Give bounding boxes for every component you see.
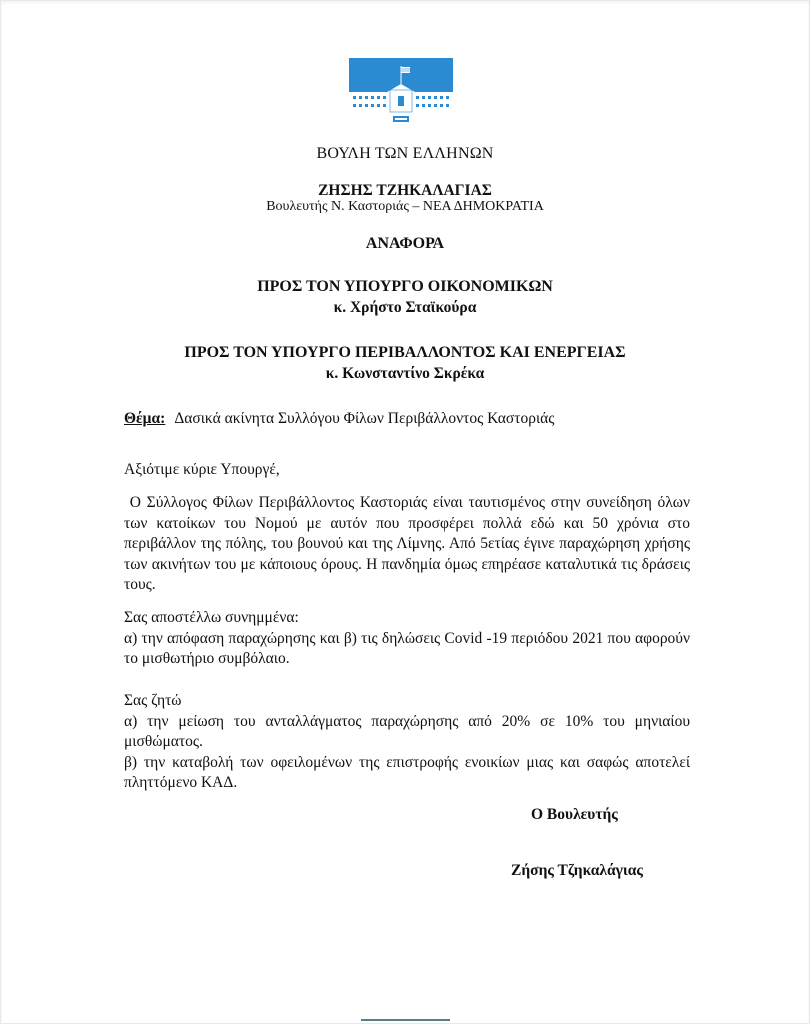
recipient-title: ΠΡΟΣ ΤΟΝ ΥΠΟΥΡΓΟ ΟΙΚΟΝΟΜΙΚΩΝ [257, 278, 553, 295]
attachments-intro: Σας αποστέλλω συνημμένα: [124, 609, 299, 626]
signature-title: Ο Βουλευτής [531, 806, 618, 823]
attachments-section [124, 608, 690, 670]
request-item: β) την καταβολή των οφειλομένων της επιστροφής ενοικίων μιας και σαφώς αποτελεί πληττόμενο ΚΑΔ. [124, 753, 690, 791]
document-type: ΑΝΑΦΟΡΑ [365, 235, 445, 252]
salutation: Αξιότιμε κύριε Υπουργέ, [124, 461, 280, 478]
recipient-name: κ. Χρήστο Σταϊκούρα [333, 299, 477, 316]
body-paragraph: Ο Σύλλογος Φίλων Περιβάλλοντος Καστοριάς είναι ταυτισμένος στην συνείδηση όλων των κατοίκων του Νομού με αυτόν που προσφέρει πολλά εδώ και 50 χρόνια στο περιβάλλον της πόλης, του βουνού και της Λίμνης. Από 5ετίας έγινε παραχώρηση χρήσης των ακινήτων του με κάποιους όρους. Η πανδημία όμως επηρέασε καταλυτικά τις δράσεις τους. [124, 494, 694, 593]
attachments-text: α) την απόφαση παραχώρησης και β) τις δηλώσεις Covid -19 περιόδου 2021 που αφορούν το μισθωτήριο συμβόλαιο. [124, 629, 690, 667]
requests-section [124, 691, 690, 794]
footer-divider [361, 1019, 450, 1021]
request-item: α) την μείωση του ανταλλάγματος παραχώρησης από 20% σε 10% του μηνιαίου μισθώματος. [124, 712, 690, 750]
recipient-name: κ. Κωνσταντίνο Σκρέκα [325, 365, 485, 382]
mp-role: Βουλευτής Ν. Καστοριάς – ΝΕΑ ΔΗΜΟΚΡΑΤΙΑ [266, 199, 544, 214]
subject-text: Δασικά ακίνητα Συλλόγου Φίλων Περιβάλλοντος Καστοριάς [174, 410, 555, 427]
logo-flag [401, 67, 410, 73]
institution-heading: ΒΟΥΛΗ ΤΩΝ ΕΛΛΗΝΩΝ [316, 145, 494, 162]
signature-name: Ζήσης Τζηκαλάγιας [511, 862, 643, 879]
requests-intro: Σας ζητώ [124, 692, 182, 709]
mp-name: ΖΗΣΗΣ ΤΖΗΚΑΛΑΓΙΑΣ [318, 182, 492, 199]
subject-line [124, 410, 554, 428]
parliament-logo [349, 58, 453, 124]
logo-door [398, 96, 404, 106]
recipient-title: ΠΡΟΣ ΤΟΝ ΥΠΟΥΡΓΟ ΠΕΡΙΒΑΛΛΟΝΤΟΣ ΚΑΙ ΕΝΕΡΓΕΙΑΣ [184, 344, 626, 361]
subject-label: Θέμα: [124, 410, 166, 427]
